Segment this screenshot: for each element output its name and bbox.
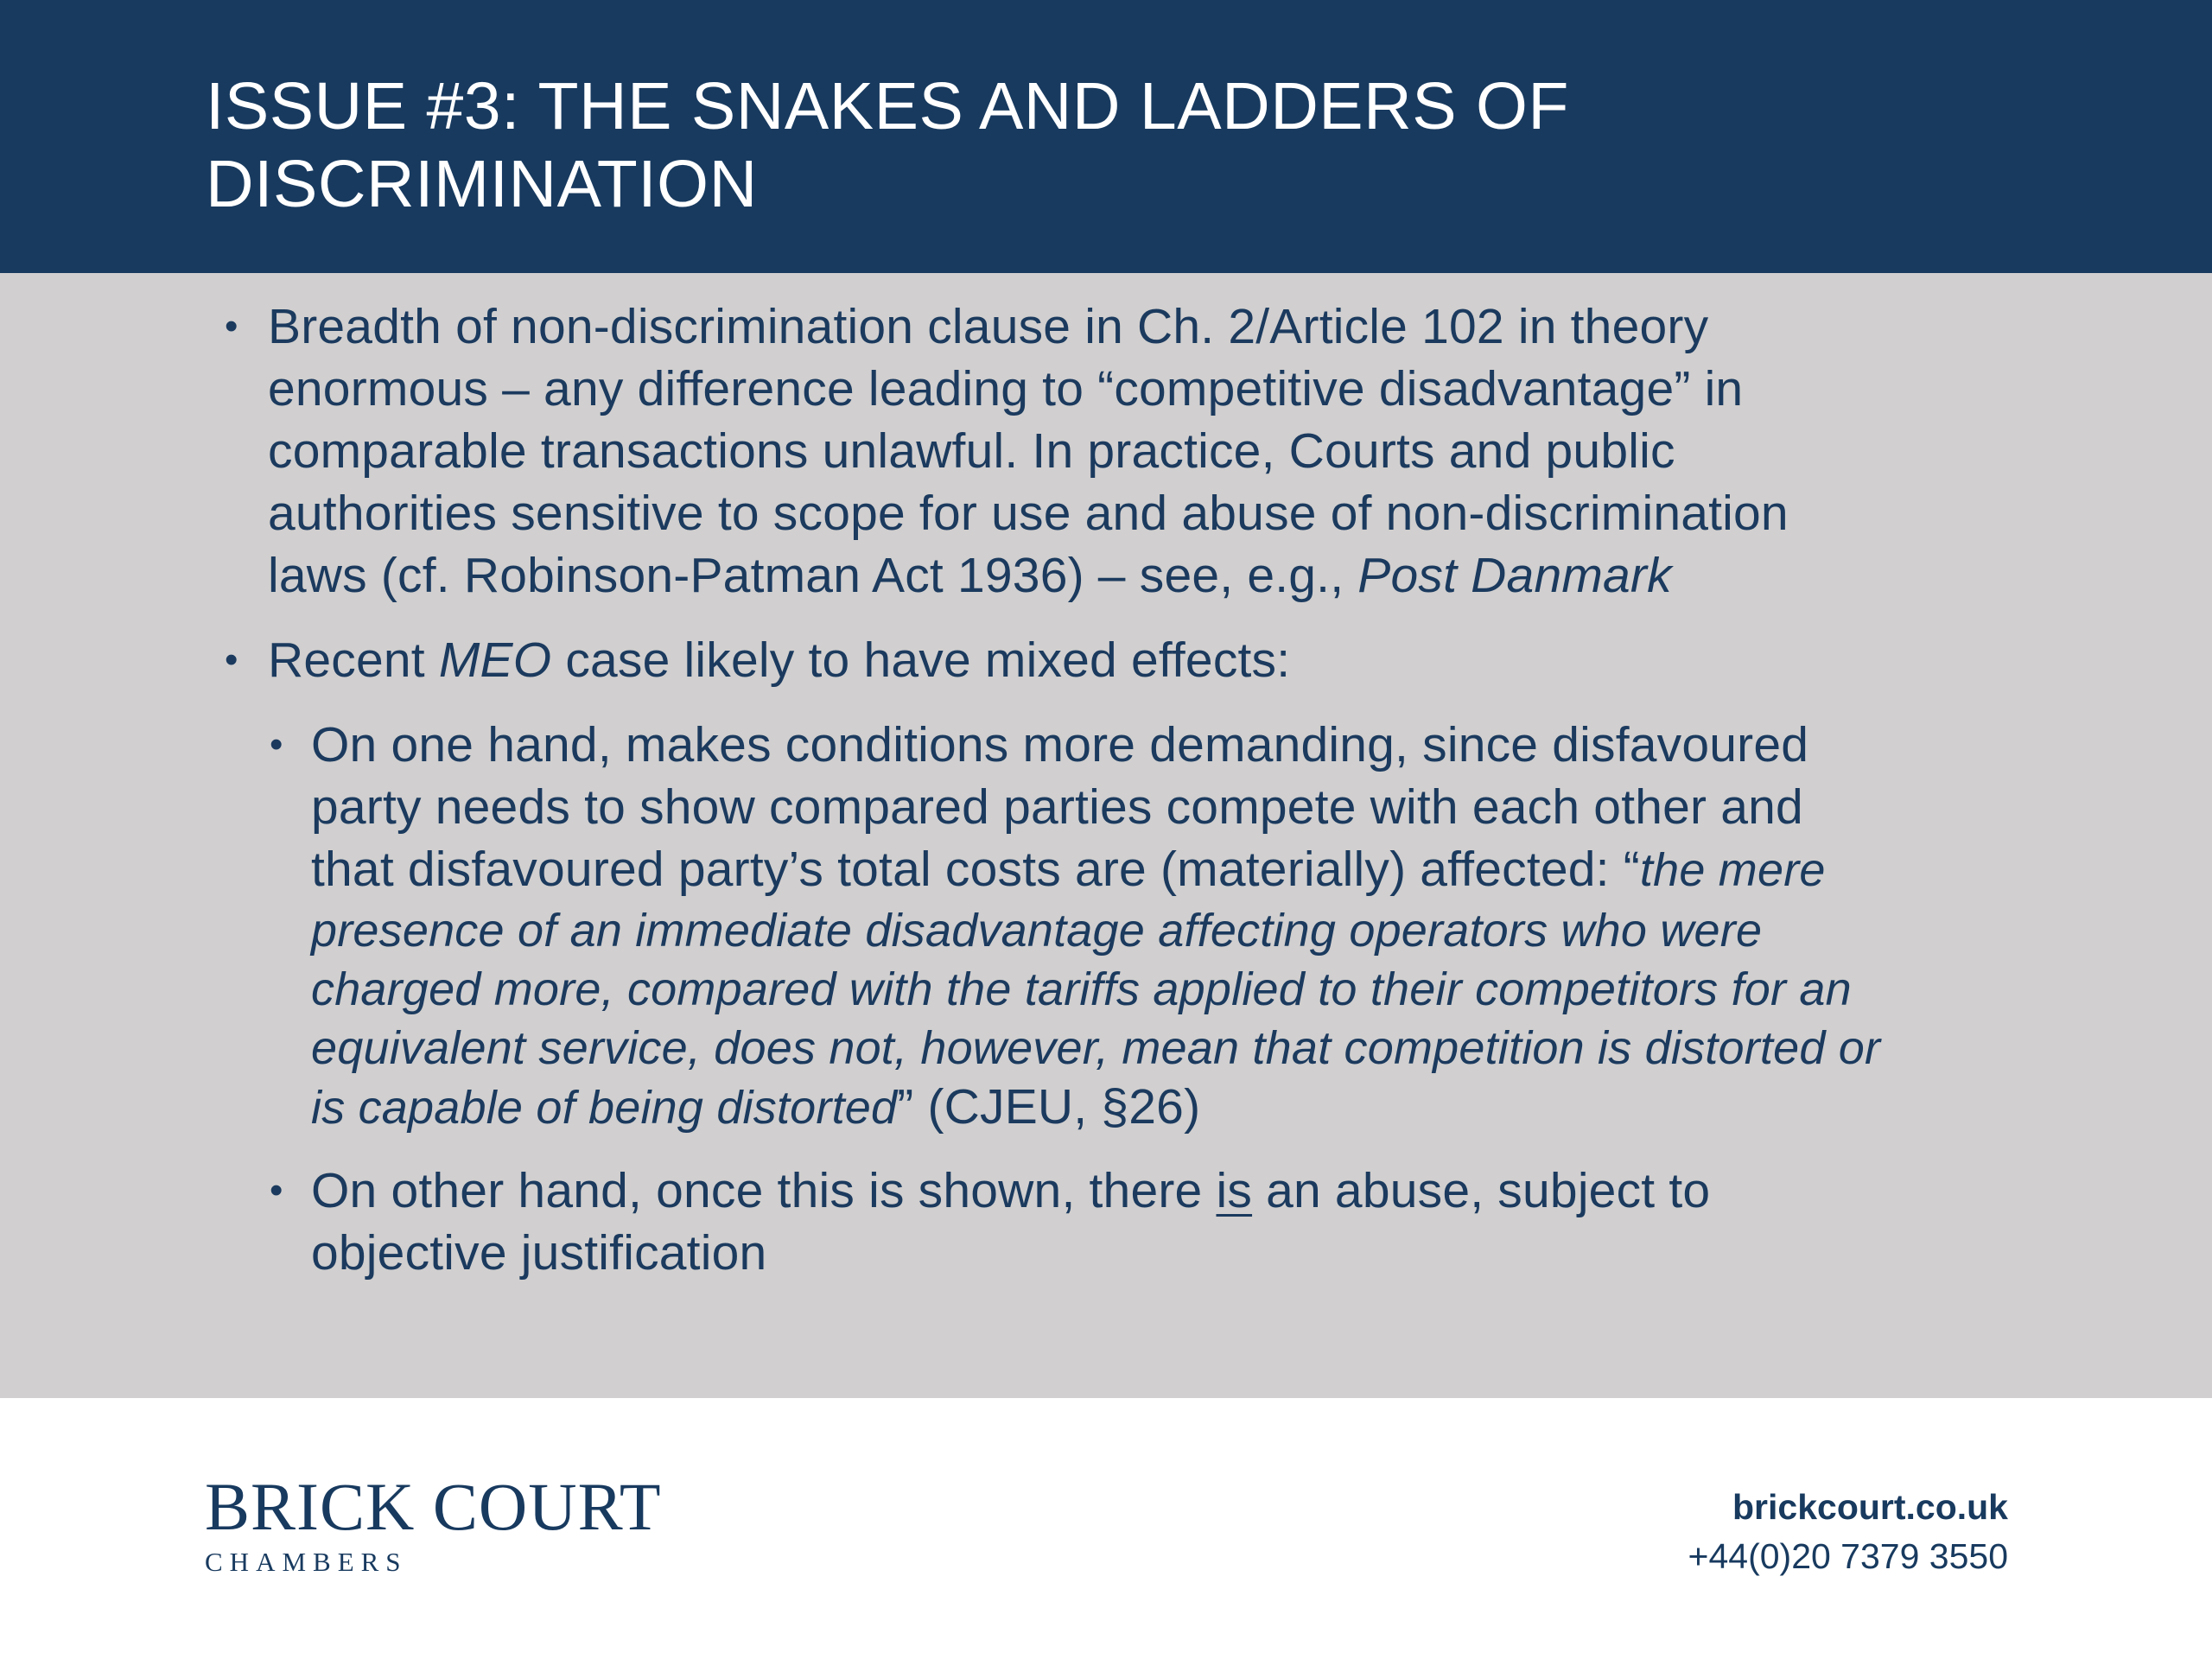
emphasis-is: is bbox=[1216, 1163, 1253, 1218]
bullet-dot: • bbox=[270, 723, 283, 766]
slide-content bbox=[0, 273, 2212, 1398]
text-fragment: an abuse, subject to bbox=[1252, 1163, 1711, 1218]
quote-fragment: is capable of being distorted bbox=[311, 1082, 898, 1134]
slide-title bbox=[206, 67, 2107, 223]
slide-footer bbox=[0, 1398, 2212, 1659]
sub-bullet-one-hand bbox=[270, 714, 1881, 1137]
text-line bbox=[268, 629, 1290, 691]
text-line: authorities sensitive to scope for use and abuse of non-discrimination bbox=[268, 486, 1789, 541]
slide-title-line-2: DISCRIMINATION bbox=[206, 147, 758, 221]
text-fragment: case likely to have mixed effects: bbox=[551, 632, 1291, 688]
text-line: objective justification bbox=[311, 1225, 767, 1281]
text-fragment: that disfavoured party’s total costs are (materially) affected: “ bbox=[311, 842, 1640, 897]
text-line: Breadth of non-discrimination clause in Ch. 2/Article 102 in theory bbox=[268, 299, 1709, 354]
sub-bullet-other-hand bbox=[270, 1160, 1711, 1284]
slide-title-line-1: ISSUE #3: THE SNAKES AND LADDERS OF bbox=[206, 69, 1569, 143]
contact-info bbox=[1688, 1483, 2008, 1581]
bullet-dot: • bbox=[270, 1169, 283, 1211]
quote-line: charged more, compared with the tariffs applied to their competitors for an bbox=[311, 963, 1852, 1015]
quote-line: presence of an immediate disadvantage affecting operators who were bbox=[311, 905, 1763, 957]
phone-number: +44(0)20 7379 3550 bbox=[1688, 1536, 2008, 1576]
brick-court-logo bbox=[205, 1469, 662, 1578]
text-line bbox=[311, 1077, 1880, 1137]
bullet-dot: • bbox=[225, 639, 238, 681]
bullet-breadth bbox=[225, 296, 1789, 607]
text-line: On one hand, makes conditions more demanding, since disfavoured bbox=[311, 717, 1809, 772]
case-name-post-danmark: Post Danmark bbox=[1357, 548, 1672, 603]
text-line: party needs to show compared parties compete with each other and bbox=[311, 779, 1803, 835]
quote-fragment: the mere bbox=[1639, 844, 1826, 896]
text-line: comparable transactions unlawful. In practice, Courts and public bbox=[268, 423, 1675, 479]
slide-header bbox=[0, 0, 2212, 273]
text-fragment: On other hand, once this is shown, there bbox=[311, 1163, 1217, 1218]
website-link[interactable]: brickcourt.co.uk bbox=[1732, 1487, 2008, 1527]
text-fragment: Recent bbox=[268, 632, 439, 688]
text-line: enormous – any difference leading to “competitive disadvantage” in bbox=[268, 361, 1744, 416]
text-line bbox=[311, 838, 1880, 901]
text-line bbox=[311, 1160, 1710, 1222]
text-fragment: ” (CJEU, §26) bbox=[897, 1079, 1201, 1135]
bullet-meo bbox=[225, 629, 1291, 691]
text-line bbox=[268, 544, 1789, 607]
text-fragment: laws (cf. Robinson-Patman Act 1936) – see, e.g., bbox=[268, 548, 1358, 603]
quote-line: equivalent service, does not, however, mean that competition is distorted or bbox=[311, 1022, 1881, 1074]
logo-sub-text: CHAMBERS bbox=[205, 1547, 408, 1577]
logo-main-text: BRICK COURT bbox=[205, 1469, 662, 1544]
case-name-meo: MEO bbox=[438, 632, 552, 688]
bullet-dot: • bbox=[225, 305, 238, 347]
